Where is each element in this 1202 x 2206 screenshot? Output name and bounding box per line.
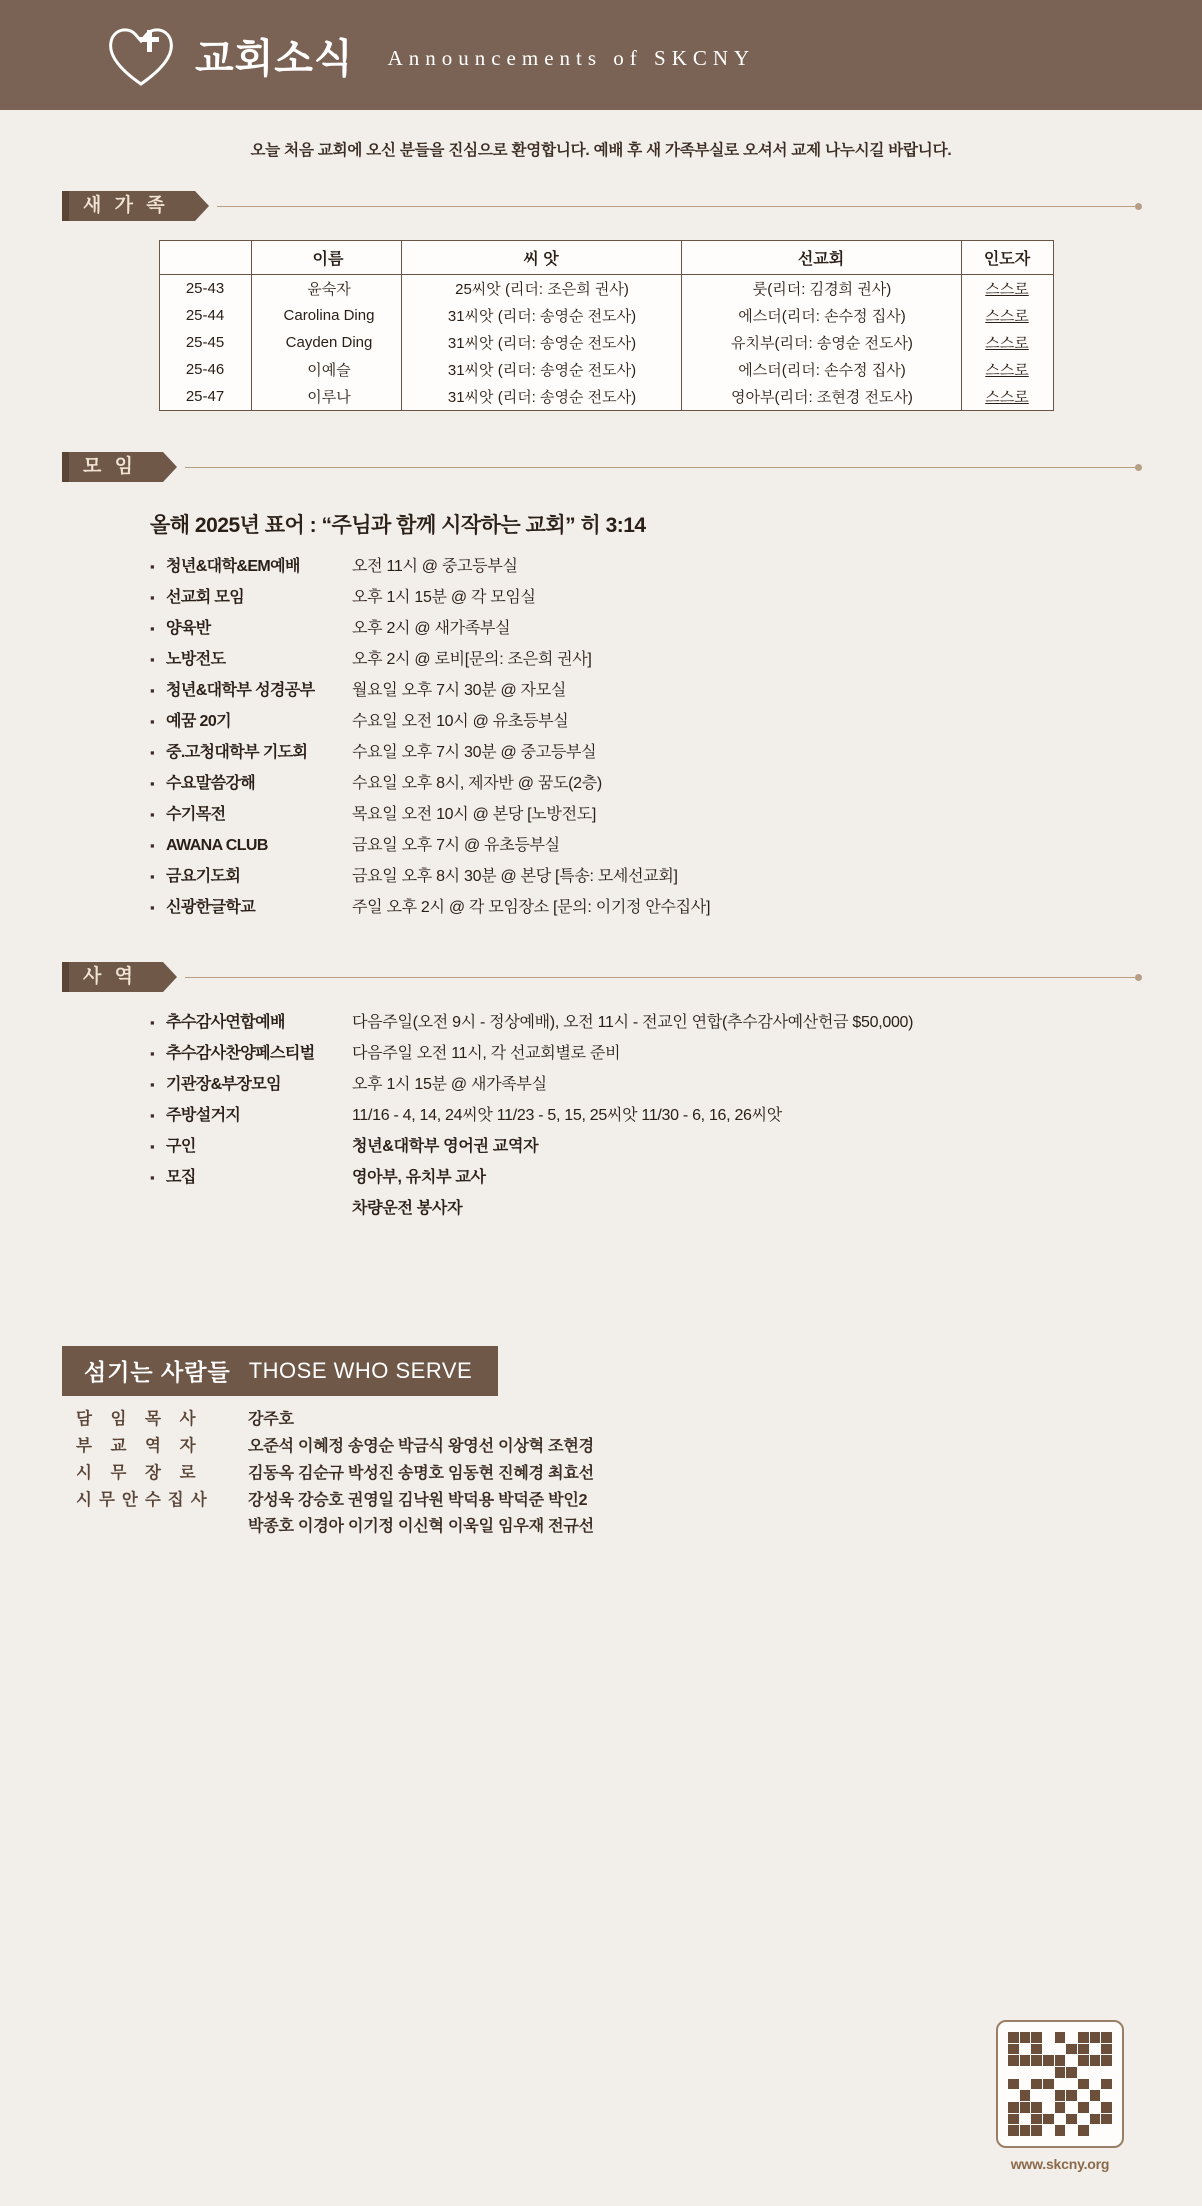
heading-accent-bar — [62, 191, 69, 221]
meeting-value: 목요일 오전 10시 @ 본당 [노방전도] — [352, 806, 597, 823]
bullet-icon: ▪ — [150, 559, 155, 574]
list-item — [150, 613, 1202, 644]
meeting-label: 양육반 — [166, 620, 211, 637]
col-guide: 인도자 — [961, 241, 1053, 275]
bullet-icon: ▪ — [150, 652, 155, 667]
list-item — [150, 1131, 1202, 1162]
cell-id: 25-45 — [159, 329, 251, 356]
list-item — [150, 582, 1202, 613]
bullet-icon: ▪ — [150, 683, 155, 698]
cell-id: 25-47 — [159, 383, 251, 411]
serve-role: 담 임 목 사 — [76, 1410, 203, 1428]
year-motto: 올해 2025년 표어 : “주님과 함께 시작하는 교회” 히 3:14 — [150, 514, 646, 537]
serve-names: 박종호 이경아 이기정 이신혁 이욱일 임우재 전규선 — [248, 1518, 594, 1535]
bullet-icon: ▪ — [150, 869, 155, 884]
meeting-value: 수요일 오전 10시 @ 유초등부실 — [352, 713, 569, 730]
bullet-icon: ▪ — [150, 1015, 155, 1030]
welcome-message: 오늘 처음 교회에 오신 분들을 진심으로 환영합니다. 예배 후 새 가족부실로 오셔서 교제 나누시길 바랍니다. — [250, 142, 952, 159]
meeting-value: 오후 2시 @ 로비[문의: 조은희 권사] — [352, 651, 592, 668]
list-item — [150, 1069, 1202, 1100]
ministry-value: 영아부, 유치부 교사 — [352, 1169, 486, 1186]
meeting-label: 청년&대학부 성경공부 — [166, 682, 315, 699]
serve-names: 오준석 이혜정 송영순 박금식 왕영선 이상혁 조현경 — [248, 1438, 594, 1455]
qr-area — [980, 2020, 1140, 2172]
meeting-value: 오전 11시 @ 중고등부실 — [352, 558, 518, 575]
list-item — [150, 830, 1202, 861]
meeting-value: 금요일 오후 7시 @ 유초등부실 — [352, 837, 560, 854]
ministry-list — [0, 997, 1202, 1193]
cell-guide: 스스로 — [961, 383, 1053, 411]
list-item — [150, 1100, 1202, 1131]
heading-accent-bar — [62, 452, 69, 482]
meeting-label: 금요기도회 — [166, 868, 241, 885]
meeting-value: 오후 1시 15분 @ 각 모임실 — [352, 589, 536, 606]
header-title-korean: 교회소식 — [195, 36, 354, 81]
cell-name: 이예슬 — [251, 356, 401, 383]
table-row — [159, 383, 1053, 411]
cell-seed: 31씨앗 (리더: 송영순 전도사) — [401, 383, 681, 411]
serve-role: 부 교 역 자 — [76, 1437, 203, 1455]
cell-mission: 에스더(리더: 손수정 집사) — [681, 302, 961, 329]
serve-row — [62, 1514, 594, 1540]
cell-seed: 31씨앗 (리더: 송영순 전도사) — [401, 302, 681, 329]
bullet-icon: ▪ — [150, 838, 155, 853]
list-item — [150, 892, 1202, 923]
ministry-label: 추수감사찬양페스티벌 — [166, 1045, 315, 1062]
list-item — [150, 1038, 1202, 1069]
meeting-label: AWANA CLUB — [166, 837, 268, 854]
cell-guide: 스스로 — [961, 275, 1053, 303]
ministry-value: 다음주일(오전 9시 - 정상예배), 오전 11시 - 전교인 연합(추수감사예산헌금 $50,000) — [352, 1014, 914, 1031]
table-row — [159, 356, 1053, 383]
bullet-icon: ▪ — [150, 1108, 155, 1123]
ministry-label: 주방설거지 — [166, 1107, 241, 1124]
bullet-icon: ▪ — [150, 1170, 155, 1185]
heading-end-dot — [1135, 464, 1142, 471]
cell-seed: 25씨앗 (리더: 조은희 권사) — [401, 275, 681, 303]
ministry-value: 11/16 - 4, 14, 24씨앗 11/23 - 5, 15, 25씨앗 11/30 - 6, 16, 26씨앗 — [352, 1107, 782, 1124]
cell-mission: 유치부(리더: 송영순 전도사) — [681, 329, 961, 356]
heading-rule — [217, 206, 1135, 207]
cell-name: 윤숙자 — [251, 275, 401, 303]
meeting-label: 선교회 모임 — [166, 589, 245, 606]
cell-mission: 영아부(리더: 조현경 전도사) — [681, 383, 961, 411]
col-name: 이름 — [251, 241, 401, 275]
list-item — [150, 768, 1202, 799]
cell-guide: 스스로 — [961, 329, 1053, 356]
section-label-new-family: 새 가 족 — [69, 191, 195, 221]
new-family-table-wrap — [0, 226, 1202, 411]
ministry-value: 오후 1시 15분 @ 새가족부실 — [352, 1076, 547, 1093]
heading-accent-bar — [62, 962, 69, 992]
cell-guide: 스스로 — [961, 356, 1053, 383]
section-heading-new-family — [62, 186, 1142, 226]
cell-name: Cayden Ding — [251, 329, 401, 356]
list-item — [150, 675, 1202, 706]
cell-guide: 스스로 — [961, 302, 1053, 329]
qr-code-icon[interactable] — [996, 2020, 1124, 2148]
meeting-value: 오후 2시 @ 새가족부실 — [352, 620, 511, 637]
list-item — [150, 799, 1202, 830]
col-id — [159, 241, 251, 275]
table-row — [159, 275, 1053, 303]
bullet-icon: ▪ — [150, 1077, 155, 1092]
cell-seed: 31씨앗 (리더: 송영순 전도사) — [401, 356, 681, 383]
list-item — [150, 644, 1202, 675]
meeting-label: 수요말씀강해 — [166, 775, 256, 792]
cell-name: Carolina Ding — [251, 302, 401, 329]
meeting-label: 예꿈 20기 — [166, 713, 232, 730]
bullet-icon: ▪ — [150, 714, 155, 729]
cell-seed: 31씨앗 (리더: 송영순 전도사) — [401, 329, 681, 356]
meeting-value: 월요일 오후 7시 30분 @ 자모실 — [352, 682, 567, 699]
list-item — [150, 706, 1202, 737]
serve-row — [62, 1487, 594, 1514]
ministry-label: 구인 — [166, 1138, 196, 1155]
meeting-label: 신광한글학교 — [166, 899, 256, 916]
meeting-value: 수요일 오후 8시, 제자반 @ 꿈도(2층) — [352, 775, 602, 792]
meeting-label: 청년&대학&EM예배 — [166, 558, 300, 575]
ministry-value: 청년&대학부 영어권 교역자 — [352, 1138, 539, 1155]
ministry-label: 모집 — [166, 1169, 196, 1186]
serve-names: 강성욱 강승호 권영일 김낙원 박덕용 박덕준 박인2 — [248, 1492, 588, 1509]
serve-heading — [62, 1346, 498, 1396]
heading-rule — [185, 977, 1135, 978]
serve-rows — [62, 1406, 594, 1540]
serve-role: 시 무 장 로 — [76, 1464, 203, 1482]
serve-row — [62, 1460, 594, 1487]
meeting-label: 중.고청대학부 기도회 — [166, 744, 308, 761]
section-heading-ministry — [62, 957, 1142, 997]
meeting-label: 노방전도 — [166, 651, 226, 668]
bullet-icon: ▪ — [150, 745, 155, 760]
table-row — [159, 302, 1053, 329]
ministry-label: 추수감사연합예배 — [166, 1014, 285, 1031]
bullet-icon: ▪ — [150, 1046, 155, 1061]
heading-rule — [185, 467, 1135, 468]
serve-names: 김동옥 김순규 박성진 송명호 임동현 진혜경 최효선 — [248, 1465, 594, 1482]
meeting-value: 금요일 오후 8시 30분 @ 본당 [특송: 모세선교회] — [352, 868, 678, 885]
col-seed: 씨 앗 — [401, 241, 681, 275]
section-label-ministry: 사 역 — [69, 962, 163, 992]
ministry-value: 다음주일 오전 11시, 각 선교회별로 준비 — [352, 1045, 621, 1062]
list-item — [150, 861, 1202, 892]
list-item — [150, 551, 1202, 582]
serve-names: 강주호 — [248, 1411, 294, 1428]
cell-id: 25-46 — [159, 356, 251, 383]
list-item — [150, 737, 1202, 768]
list-item — [150, 1007, 1202, 1038]
heading-end-dot — [1135, 974, 1142, 981]
cell-mission: 룻(리더: 김경희 권사) — [681, 275, 961, 303]
cell-id: 25-43 — [159, 275, 251, 303]
bullet-icon: ▪ — [150, 1139, 155, 1154]
page-header — [0, 0, 1202, 110]
header-title-english: Announcements of SKCNY — [387, 45, 756, 70]
serve-row — [62, 1433, 594, 1460]
list-item — [150, 1162, 1202, 1193]
bullet-icon: ▪ — [150, 900, 155, 915]
ministry-label: 기관장&부장모임 — [166, 1076, 281, 1093]
serve-row — [62, 1406, 594, 1433]
meeting-label: 수기목전 — [166, 806, 226, 823]
serve-body — [0, 1396, 1202, 1540]
table-header-row — [159, 241, 1053, 275]
cell-name: 이루나 — [251, 383, 401, 411]
meeting-value: 주일 오후 2시 @ 각 모임장소 [문의: 이기정 안수집사] — [352, 899, 711, 916]
serve-section — [0, 1346, 1202, 1540]
bullet-icon: ▪ — [150, 776, 155, 791]
ministry-extra-line: 차량운전 봉사자 — [352, 1200, 463, 1217]
section-label-meeting: 모 임 — [69, 452, 163, 482]
col-mission: 선교회 — [681, 241, 961, 275]
heading-end-dot — [1135, 203, 1142, 210]
meeting-value: 수요일 오후 7시 30분 @ 중고등부실 — [352, 744, 597, 761]
section-heading-meeting — [62, 447, 1142, 487]
bullet-icon: ▪ — [150, 590, 155, 605]
serve-heading-english: THOSE WHO SERVE — [248, 1357, 473, 1383]
meeting-list — [0, 551, 1202, 923]
website-url[interactable]: www.skcny.org — [1010, 2156, 1110, 2172]
heart-cross-icon — [105, 22, 177, 88]
bullet-icon: ▪ — [150, 807, 155, 822]
cell-mission: 에스더(리더: 손수정 집사) — [681, 356, 961, 383]
cell-id: 25-44 — [159, 302, 251, 329]
table-row — [159, 329, 1053, 356]
qr-grid — [1008, 2032, 1112, 2136]
serve-role: 시무안수집사 — [76, 1491, 214, 1509]
serve-heading-korean: 섬기는 사람들 — [84, 1359, 231, 1385]
bullet-icon: ▪ — [150, 621, 155, 636]
new-family-table — [159, 240, 1054, 411]
